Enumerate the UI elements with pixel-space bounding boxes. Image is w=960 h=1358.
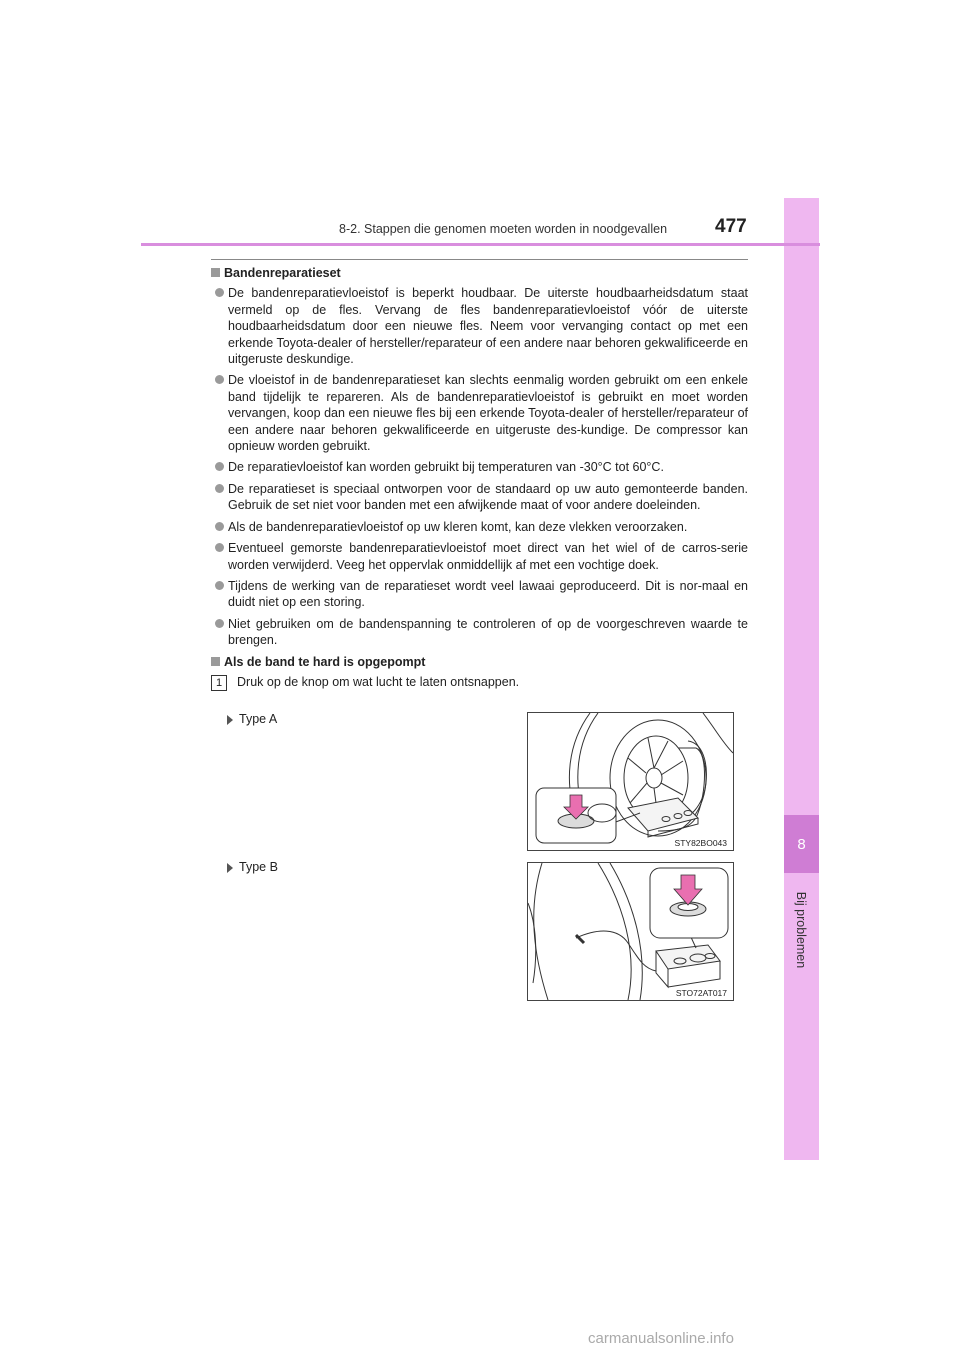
bullet-item: Niet gebruiken om de bandenspanning te controleren of op de voorgeschreven waarde te brengen. bbox=[211, 616, 748, 649]
type-a-label: Type A bbox=[227, 712, 277, 726]
bullet-item: De bandenreparatievloeistof is beperkt houdbaar. De uiterste houdbaarheidsdatum staat vermeld op de fles. Vervang de fles bandenreparatievloeistof vóór de uiterste houdbaarheidsdatum door een nieuwe fles. Neem voor vervanging contact op met een erkende Toyota-dealer of hersteller/reparateur of een andere naar behoren gekwalificeerde en uitgeruste deskundige. bbox=[211, 285, 748, 367]
content-divider bbox=[211, 259, 748, 260]
heading-overinflated: Als de band te hard is opgepompt bbox=[211, 654, 748, 670]
bullet-item: De reparatievloeistof kan worden gebruikt bij temperaturen van -30°C tot 60°C. bbox=[211, 459, 748, 475]
bullet-item: De reparatieset is speciaal ontworpen voor de standaard op uw auto gemonteerde banden. Gebruik de set niet voor banden met een afwijkende maat of voor andere doeleinden. bbox=[211, 481, 748, 514]
page-number: 477 bbox=[715, 216, 747, 237]
chapter-number-box bbox=[784, 815, 819, 873]
header-divider bbox=[141, 243, 820, 246]
chapter-label bbox=[784, 880, 819, 980]
figure-code: STO72AT017 bbox=[675, 988, 727, 998]
figure-type-a bbox=[527, 712, 734, 851]
type-b-illustration bbox=[528, 863, 733, 1000]
main-content bbox=[211, 265, 748, 690]
type-a-illustration bbox=[528, 713, 733, 850]
step-number: 1 bbox=[211, 675, 227, 691]
watermark: carmanualsonline.info bbox=[588, 1330, 734, 1347]
heading-repair-kit: Bandenreparatieset bbox=[211, 265, 748, 281]
step-text: Druk op de knop om wat lucht te laten ontsnappen. bbox=[237, 674, 520, 689]
section-title: 8-2. Stappen die genomen moeten worden in noodgevallen bbox=[339, 222, 668, 236]
bullet-item: Tijdens de werking van de reparatieset wordt veel lawaai geproduceerd. Dit is nor-maal en duidt niet op een storing. bbox=[211, 578, 748, 611]
chapter-side-tab bbox=[784, 198, 819, 1160]
step-1 bbox=[211, 674, 748, 690]
figure-code: STY82BO043 bbox=[674, 838, 727, 848]
bullet-item: Eventueel gemorste bandenreparatievloeistof moet direct van het wiel of de carros-serie worden verwijderd. Veeg het oppervlak onmiddellijk af met een vochtige doek. bbox=[211, 540, 748, 573]
figure-type-b bbox=[527, 862, 734, 1001]
chapter-label-text: Bij problemen bbox=[794, 891, 809, 969]
type-b-label: Type B bbox=[227, 860, 278, 874]
bullet-item: Als de bandenreparatievloeistof op uw kleren komt, kan deze vlekken veroorzaken. bbox=[211, 519, 748, 535]
chapter-number: 8 bbox=[797, 835, 806, 853]
bullet-item: De vloeistof in de bandenreparatieset kan slechts eenmalig worden gebruikt om een enkele band tijdelijk te repareren. Als de bandenreparatievloeistof is gebruikt en moet worden vervangen, koop dan een nieuwe fles bij een erkende Toyota-dealer of hersteller/reparateur of een andere naar behoren gekwalificeerde en uitgeruste des-kundige. De compressor kan opnieuw worden gebruikt. bbox=[211, 372, 748, 454]
